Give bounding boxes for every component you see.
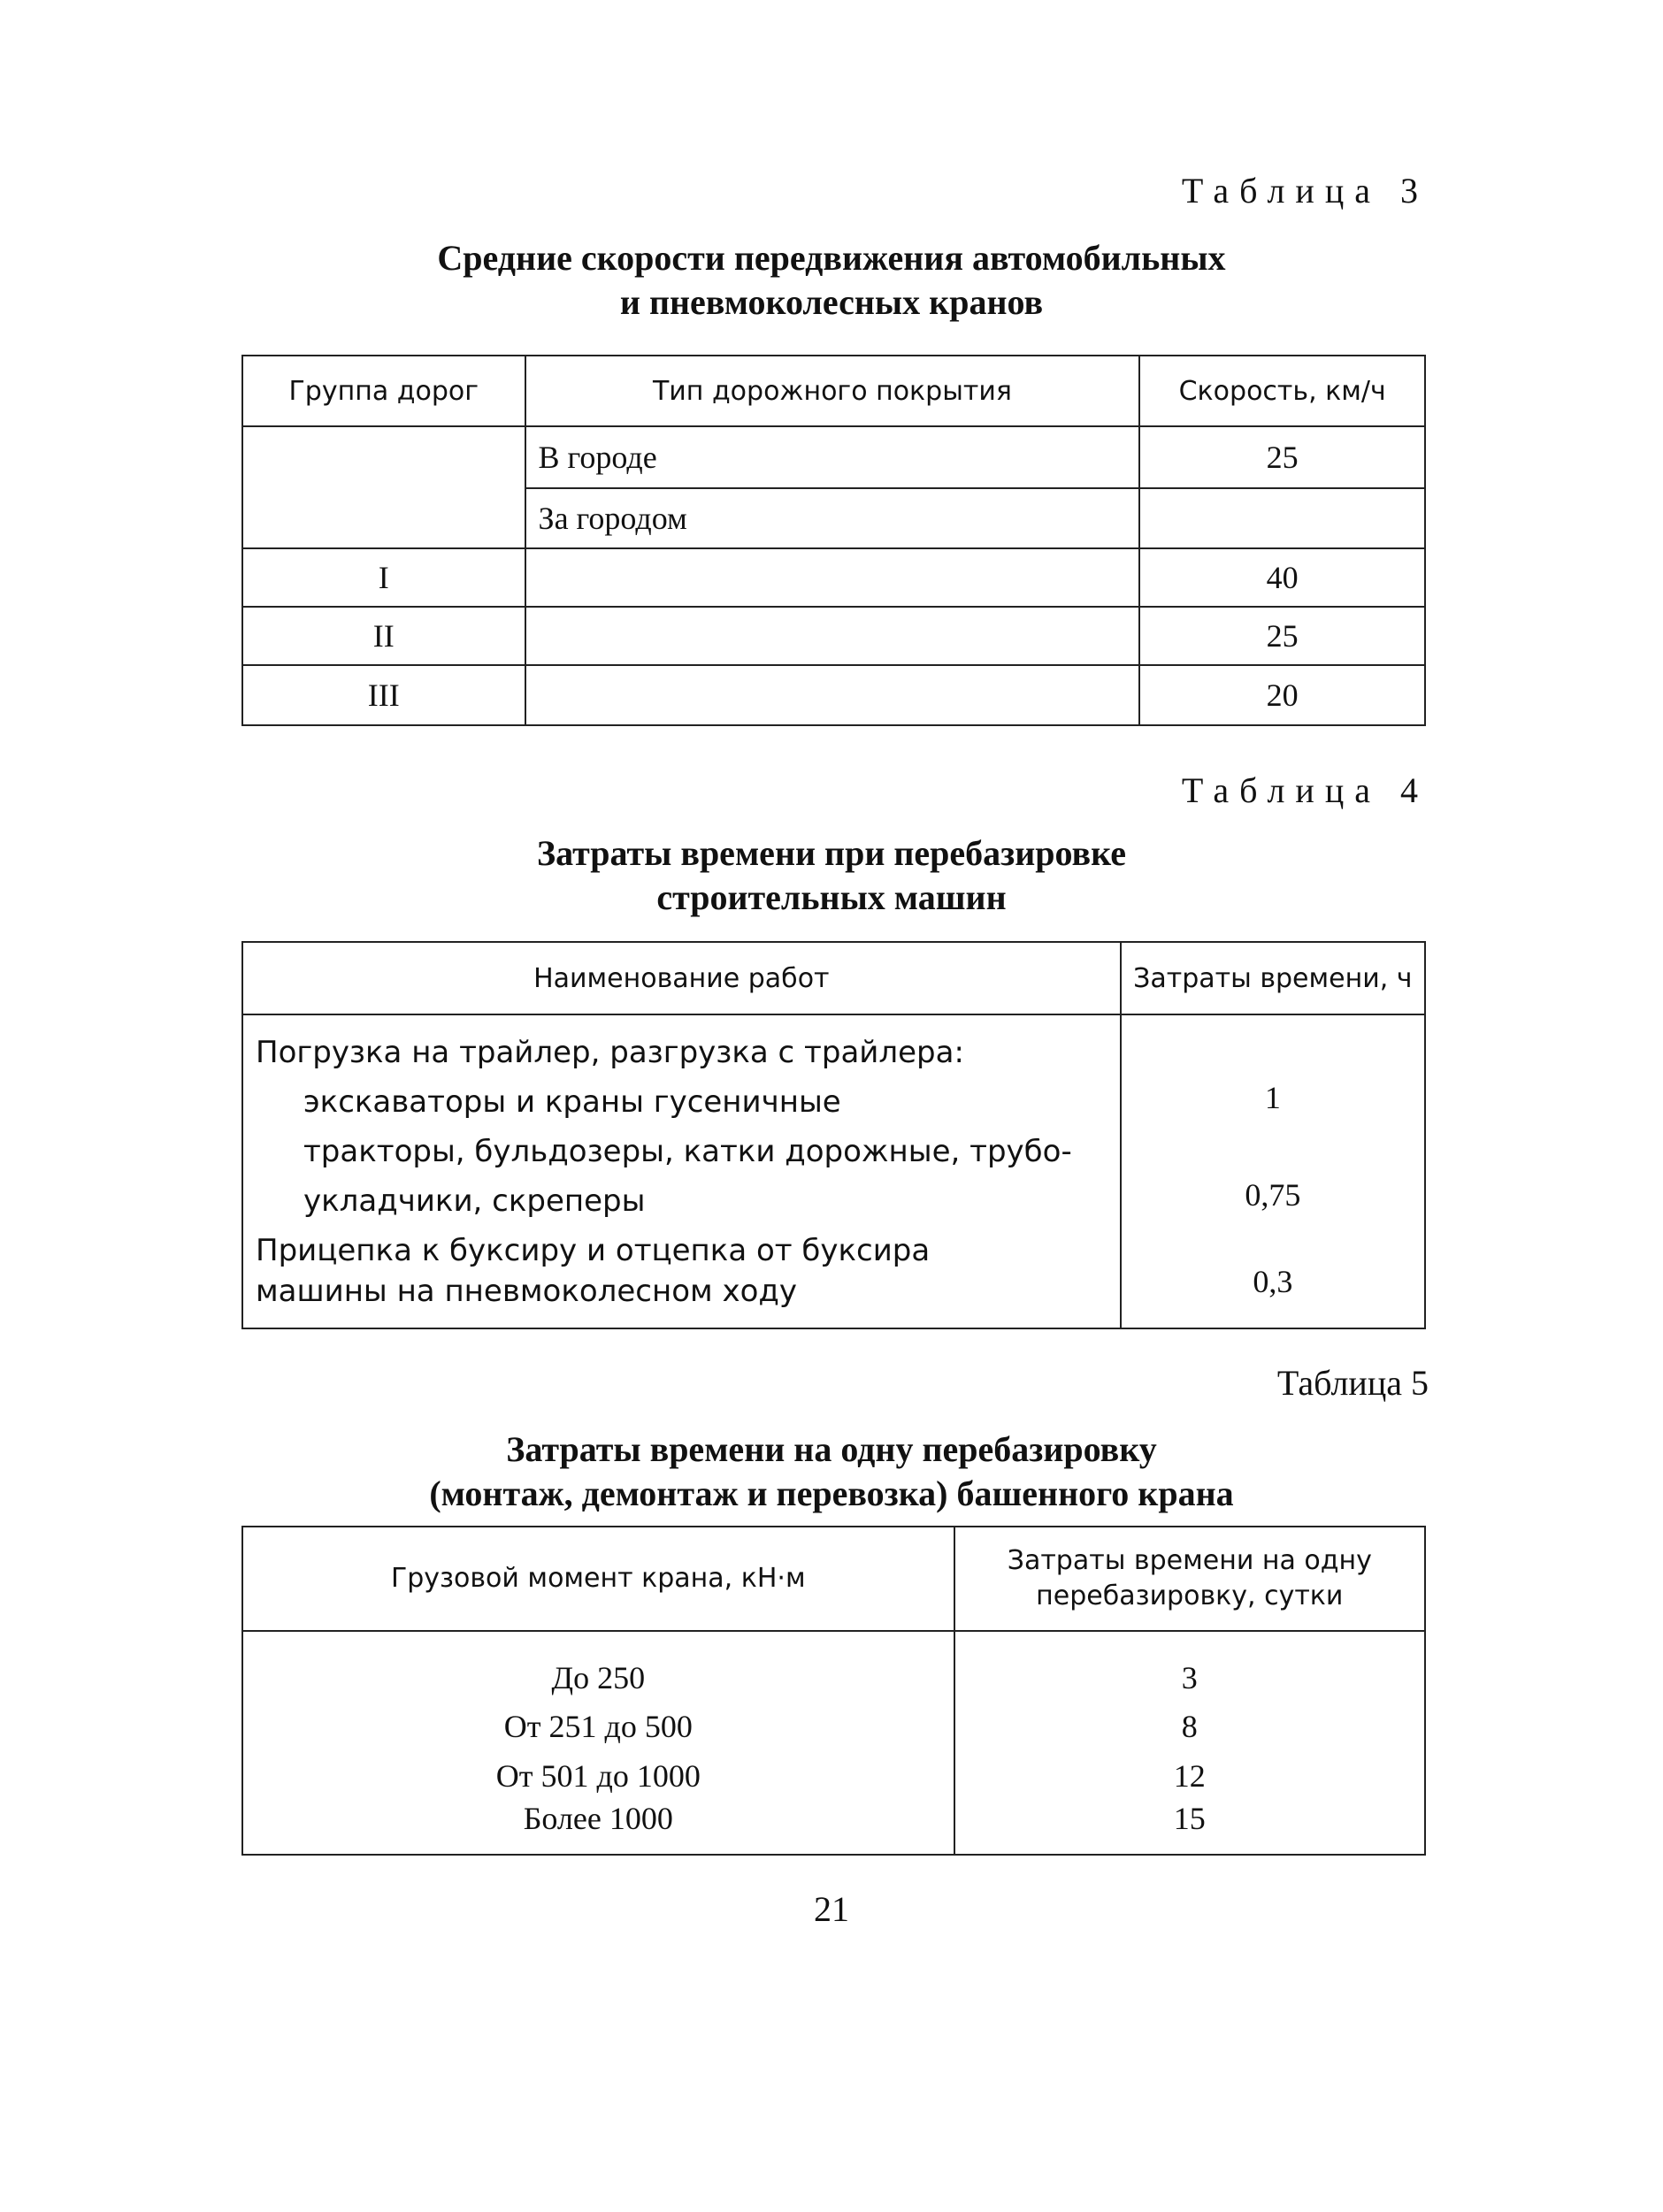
table5-header-row xyxy=(242,1527,1425,1631)
cell-group: III xyxy=(242,665,525,725)
cell-days: 15 xyxy=(954,1800,1425,1855)
cell-surface: За городом xyxy=(525,488,1140,548)
table3-label: Таблица 3 xyxy=(1181,171,1429,210)
table-row xyxy=(242,426,1425,488)
table-row xyxy=(242,548,1425,607)
header-time-hours: Затраты времени, ч xyxy=(1121,942,1425,1014)
header-speed: Скорость, км/ч xyxy=(1139,356,1425,426)
cell-speed: 25 xyxy=(1139,607,1425,665)
header-work-name: Наименование работ xyxy=(242,942,1121,1014)
header-road-group: Группа дорог xyxy=(242,356,525,426)
header-load-moment: Грузовой момент крана, кН·м xyxy=(242,1527,954,1631)
work-line: экскаваторы и краны гусеничные xyxy=(303,1084,841,1120)
table5-title-line1: Затраты времени на одну перебазировку xyxy=(506,1429,1157,1469)
table3-title-line2: и пневмоколесных кранов xyxy=(619,282,1044,322)
table-row xyxy=(242,1800,1425,1855)
cell-days: 3 xyxy=(954,1631,1425,1702)
table5 xyxy=(241,1526,1426,1856)
table3 xyxy=(241,355,1426,726)
table-row xyxy=(242,1631,1425,1702)
header-time-days-line2: перебазировку, сутки xyxy=(1036,1581,1344,1611)
table-row xyxy=(242,607,1425,665)
table-row xyxy=(242,665,1425,725)
time-value: 0,3 xyxy=(1253,1264,1293,1299)
cell-speed: 25 xyxy=(1139,426,1425,488)
table5-title-line2: (монтаж, демонтаж и перевозка) башенного крана xyxy=(429,1473,1234,1513)
cell-group: I xyxy=(242,548,525,607)
work-line: Погрузка на трайлер, разгрузка с трайлера: xyxy=(256,1035,964,1070)
cell-moment: От 251 до 500 xyxy=(242,1702,954,1751)
cell-group xyxy=(242,426,525,548)
table5-label: Таблица 5 xyxy=(1276,1363,1429,1403)
cell-surface xyxy=(525,548,1140,607)
cell-group: II xyxy=(242,607,525,665)
header-time-days-line1: Затраты времени на одну xyxy=(1007,1545,1372,1576)
time-value: 1 xyxy=(1264,1080,1281,1115)
cell-days: 8 xyxy=(954,1702,1425,1751)
cell-moment: До 250 xyxy=(242,1631,954,1702)
cell-moment: Более 1000 xyxy=(242,1800,954,1855)
table-row xyxy=(242,1751,1425,1800)
table4-label: Таблица 4 xyxy=(1181,770,1429,810)
cell-days: 12 xyxy=(954,1751,1425,1800)
header-time-days xyxy=(954,1527,1425,1631)
time-value: 0,75 xyxy=(1245,1177,1301,1213)
cell-surface xyxy=(525,607,1140,665)
cell-speed: 20 xyxy=(1139,665,1425,725)
work-line: укладчики, скреперы xyxy=(303,1183,646,1219)
work-line: машины на пневмоколесном ходу xyxy=(256,1274,798,1309)
table4-header-row xyxy=(242,942,1425,1014)
table4-title-line1: Затраты времени при перебазировке xyxy=(537,833,1126,873)
cell-surface: В городе xyxy=(525,426,1140,488)
cell-speed xyxy=(1139,488,1425,548)
cell-speed: 40 xyxy=(1139,548,1425,607)
cell-work-list xyxy=(242,1014,1121,1328)
table-row xyxy=(242,1702,1425,1751)
cell-time-values xyxy=(1121,1014,1425,1328)
header-surface-type: Тип дорожного покрытия xyxy=(525,356,1140,426)
table3-header-row xyxy=(242,356,1425,426)
work-line: тракторы, бульдозеры, катки дорожные, трубо- xyxy=(303,1134,1072,1169)
cell-moment: От 501 до 1000 xyxy=(242,1751,954,1800)
work-line: Прицепка к буксиру и отцепка от буксира xyxy=(256,1233,931,1268)
table3-title-line1: Средние скорости передвижения автомобильных xyxy=(437,238,1226,278)
table4 xyxy=(241,941,1426,1329)
table-row xyxy=(242,1014,1425,1328)
table4-title-line2: строительных машин xyxy=(656,877,1007,917)
cell-surface xyxy=(525,665,1140,725)
page-number: 21 xyxy=(814,1889,849,1929)
